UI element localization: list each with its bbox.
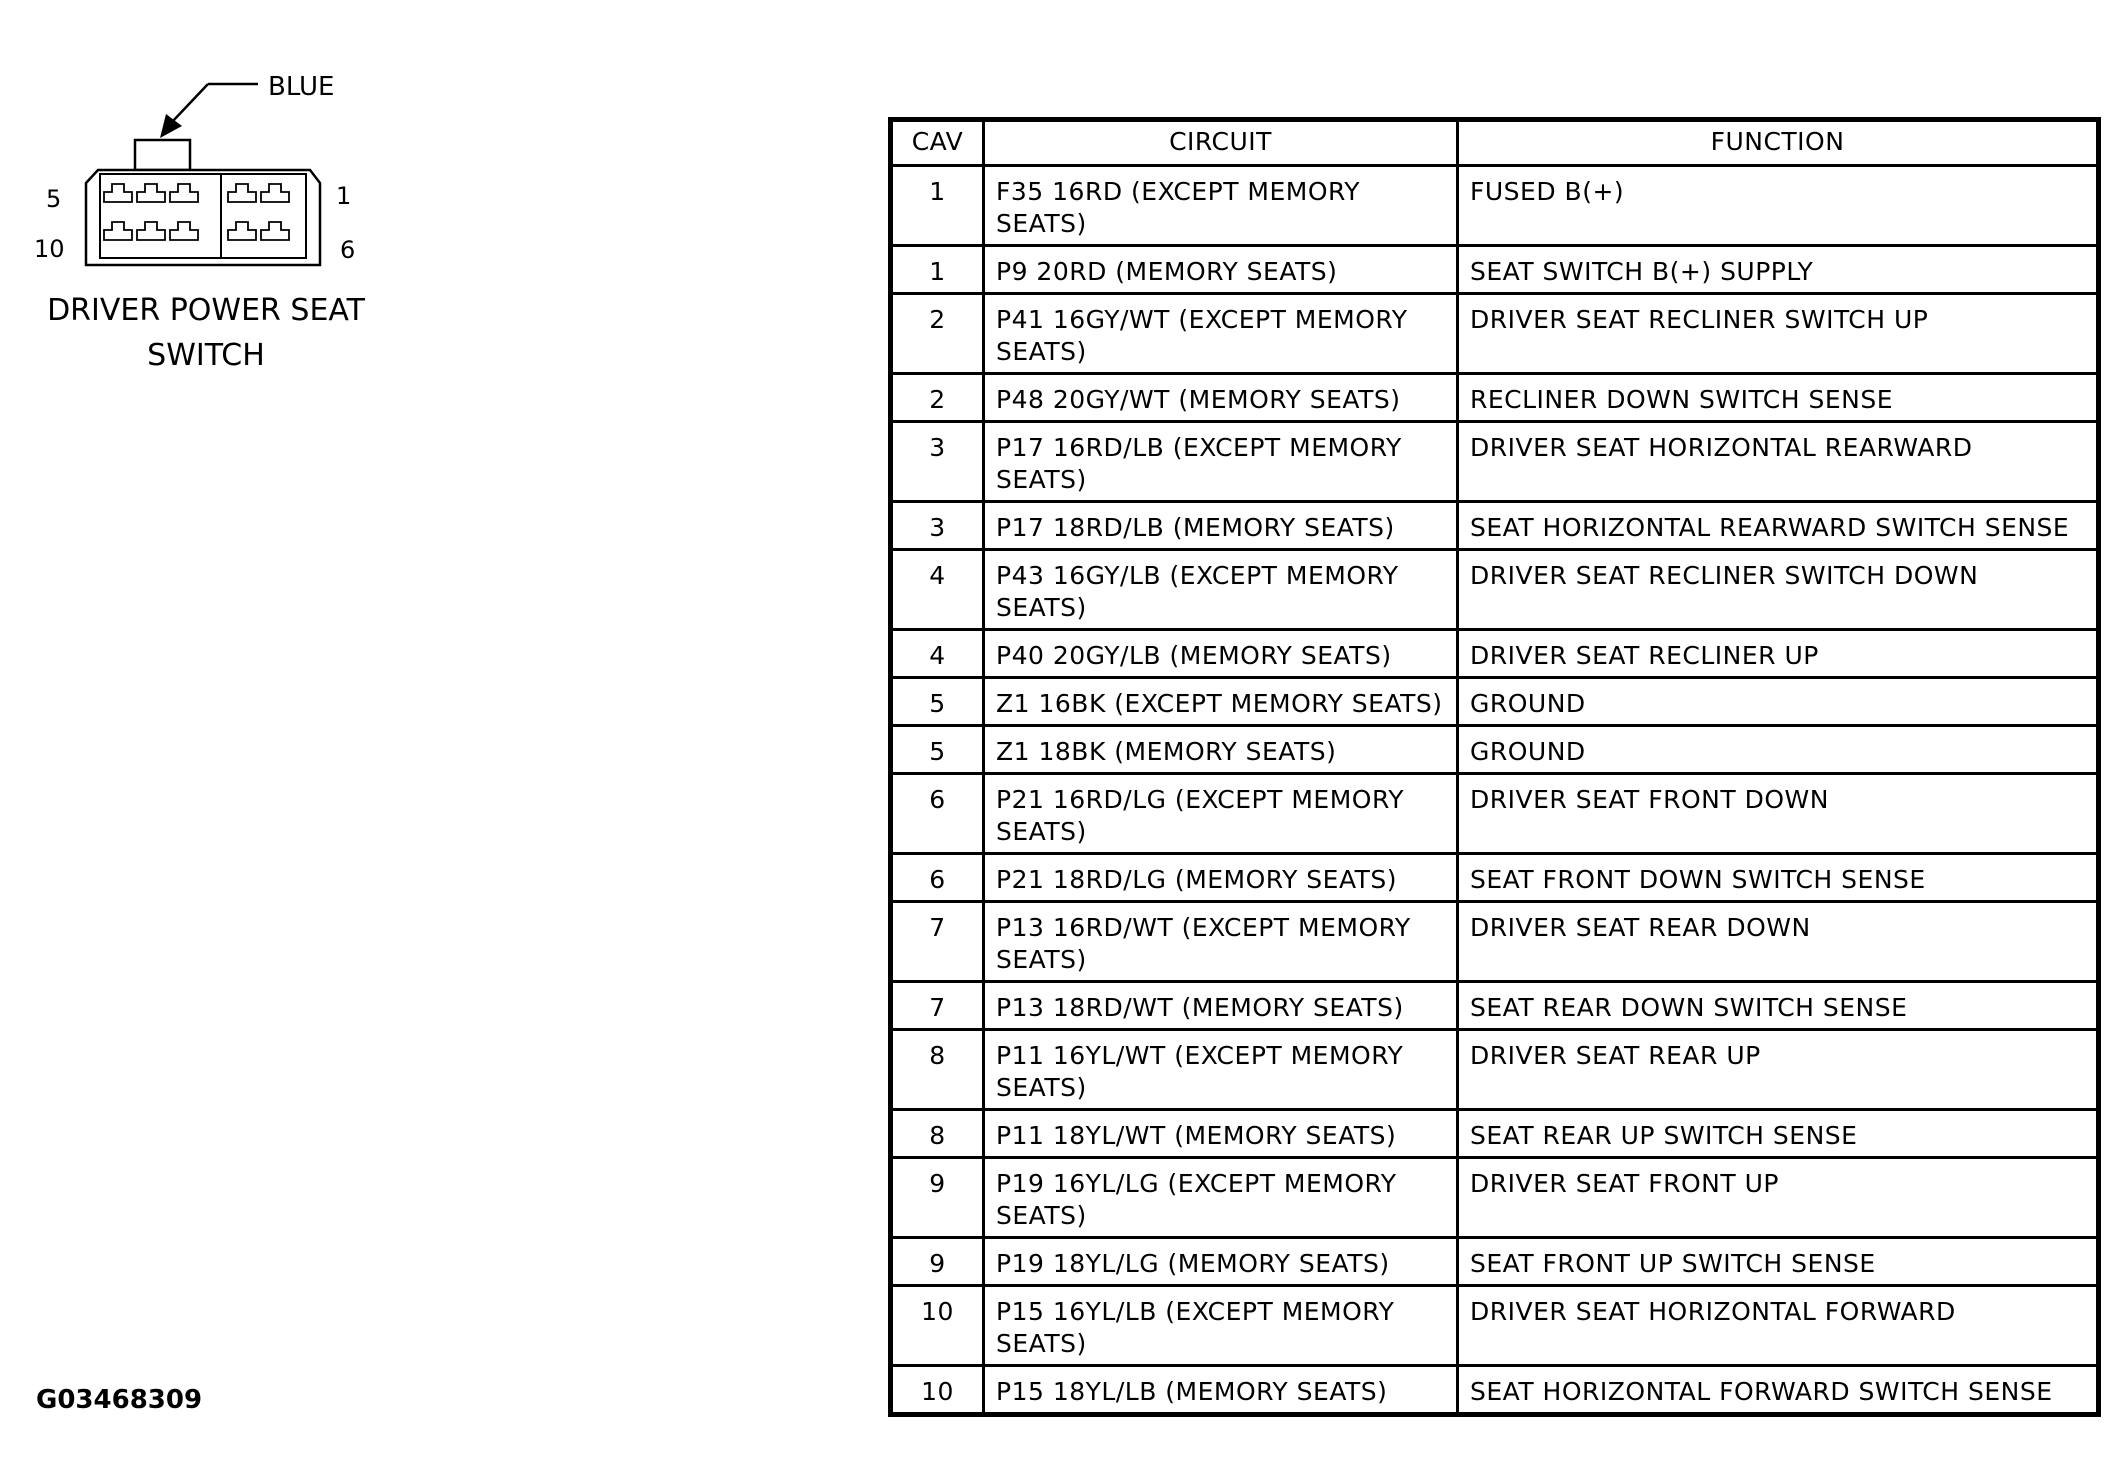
circuit-cell: Z1 18BK (MEMORY SEATS) [984, 726, 1458, 774]
table-row [891, 1158, 2099, 1238]
circuit-cell: P15 18YL/LB (MEMORY SEATS) [984, 1366, 1458, 1415]
circuit-cell: P9 20RD (MEMORY SEATS) [984, 246, 1458, 294]
function-cell: DRIVER SEAT RECLINER UP [1458, 630, 2099, 678]
function-cell: SEAT FRONT UP SWITCH SENSE [1458, 1238, 2099, 1286]
cav-cell: 5 [891, 726, 984, 774]
circuit-cell: P21 16RD/LG (EXCEPT MEMORY SEATS) [984, 774, 1458, 854]
table-row [891, 422, 2099, 502]
pinout-table [888, 117, 2101, 1417]
table-row [891, 550, 2099, 630]
table-row [891, 1286, 2099, 1366]
table-row [891, 246, 2099, 294]
cav-cell: 10 [891, 1366, 984, 1415]
pin-label-top-left: 5 [46, 185, 62, 213]
function-cell: SEAT REAR DOWN SWITCH SENSE [1458, 982, 2099, 1030]
circuit-cell: F35 16RD (EXCEPT MEMORY SEATS) [984, 166, 1458, 246]
function-cell: SEAT SWITCH B(+) SUPPLY [1458, 246, 2099, 294]
circuit-cell: P17 16RD/LB (EXCEPT MEMORY SEATS) [984, 422, 1458, 502]
cav-cell: 2 [891, 374, 984, 422]
cav-cell: 1 [891, 246, 984, 294]
cav-cell: 3 [891, 502, 984, 550]
function-cell: DRIVER SEAT HORIZONTAL REARWARD [1458, 422, 2099, 502]
table-row [891, 1110, 2099, 1158]
callout-arrowhead [160, 114, 182, 138]
function-cell: DRIVER SEAT RECLINER SWITCH UP [1458, 294, 2099, 374]
table-row [891, 726, 2099, 774]
circuit-cell: P41 16GY/WT (EXCEPT MEMORY SEATS) [984, 294, 1458, 374]
cav-cell: 9 [891, 1158, 984, 1238]
header-circuit: CIRCUIT [984, 120, 1458, 166]
circuit-cell: P19 16YL/LG (EXCEPT MEMORY SEATS) [984, 1158, 1458, 1238]
connector-lock-tab [135, 140, 190, 170]
function-cell: DRIVER SEAT FRONT UP [1458, 1158, 2099, 1238]
connector-name-line-2: SWITCH [147, 338, 265, 373]
connector-name-line-1: DRIVER POWER SEAT [47, 293, 365, 328]
function-cell: SEAT REAR UP SWITCH SENSE [1458, 1110, 2099, 1158]
function-cell: SEAT FRONT DOWN SWITCH SENSE [1458, 854, 2099, 902]
function-cell: DRIVER SEAT HORIZONTAL FORWARD [1458, 1286, 2099, 1366]
pin-label-top-right: 1 [336, 182, 352, 210]
circuit-cell: P40 20GY/LB (MEMORY SEATS) [984, 630, 1458, 678]
function-cell: DRIVER SEAT REAR DOWN [1458, 902, 2099, 982]
function-cell: DRIVER SEAT RECLINER SWITCH DOWN [1458, 550, 2099, 630]
cav-cell: 7 [891, 902, 984, 982]
table-row [891, 502, 2099, 550]
cav-cell: 3 [891, 422, 984, 502]
figure-id: G03468309 [36, 1385, 203, 1415]
cav-cell: 4 [891, 550, 984, 630]
table-row [891, 678, 2099, 726]
header-function: FUNCTION [1458, 120, 2099, 166]
cav-cell: 7 [891, 982, 984, 1030]
cav-cell: 8 [891, 1110, 984, 1158]
function-cell: RECLINER DOWN SWITCH SENSE [1458, 374, 2099, 422]
circuit-cell: Z1 16BK (EXCEPT MEMORY SEATS) [984, 678, 1458, 726]
table-row [891, 982, 2099, 1030]
table-row [891, 166, 2099, 246]
circuit-cell: P13 18RD/WT (MEMORY SEATS) [984, 982, 1458, 1030]
pin-label-bottom-right: 6 [340, 236, 356, 264]
table-row [891, 630, 2099, 678]
function-cell: DRIVER SEAT FRONT DOWN [1458, 774, 2099, 854]
circuit-cell: P11 16YL/WT (EXCEPT MEMORY SEATS) [984, 1030, 1458, 1110]
table-row [891, 1030, 2099, 1110]
cav-cell: 8 [891, 1030, 984, 1110]
table-body [891, 166, 2099, 1415]
cav-cell: 4 [891, 630, 984, 678]
pin-label-bottom-left: 10 [34, 235, 65, 263]
circuit-cell: P15 16YL/LB (EXCEPT MEMORY SEATS) [984, 1286, 1458, 1366]
circuit-cell: P11 18YL/WT (MEMORY SEATS) [984, 1110, 1458, 1158]
circuit-cell: P48 20GY/WT (MEMORY SEATS) [984, 374, 1458, 422]
table-row [891, 1238, 2099, 1286]
circuit-cell: P19 18YL/LG (MEMORY SEATS) [984, 1238, 1458, 1286]
circuit-cell: P43 16GY/LB (EXCEPT MEMORY SEATS) [984, 550, 1458, 630]
circuit-cell: P13 16RD/WT (EXCEPT MEMORY SEATS) [984, 902, 1458, 982]
circuit-cell: P21 18RD/LG (MEMORY SEATS) [984, 854, 1458, 902]
table-row [891, 854, 2099, 902]
cav-cell: 6 [891, 854, 984, 902]
function-cell: SEAT HORIZONTAL REARWARD SWITCH SENSE [1458, 502, 2099, 550]
table-row [891, 1366, 2099, 1415]
connector-color-label: BLUE [268, 72, 335, 102]
function-cell: DRIVER SEAT REAR UP [1458, 1030, 2099, 1110]
cav-cell: 6 [891, 774, 984, 854]
header-cav: CAV [891, 120, 984, 166]
cav-cell: 2 [891, 294, 984, 374]
function-cell: SEAT HORIZONTAL FORWARD SWITCH SENSE [1458, 1366, 2099, 1415]
function-cell: FUSED B(+) [1458, 166, 2099, 246]
function-cell: GROUND [1458, 726, 2099, 774]
table-row [891, 902, 2099, 982]
table-row [891, 374, 2099, 422]
cav-cell: 1 [891, 166, 984, 246]
table-header-row [891, 120, 2099, 166]
callout-leader-diagonal [172, 84, 208, 122]
cav-cell: 10 [891, 1286, 984, 1366]
table-row [891, 294, 2099, 374]
function-cell: GROUND [1458, 678, 2099, 726]
cav-cell: 5 [891, 678, 984, 726]
table-row [891, 774, 2099, 854]
connector-diagram [0, 0, 380, 400]
circuit-cell: P17 18RD/LB (MEMORY SEATS) [984, 502, 1458, 550]
cav-cell: 9 [891, 1238, 984, 1286]
